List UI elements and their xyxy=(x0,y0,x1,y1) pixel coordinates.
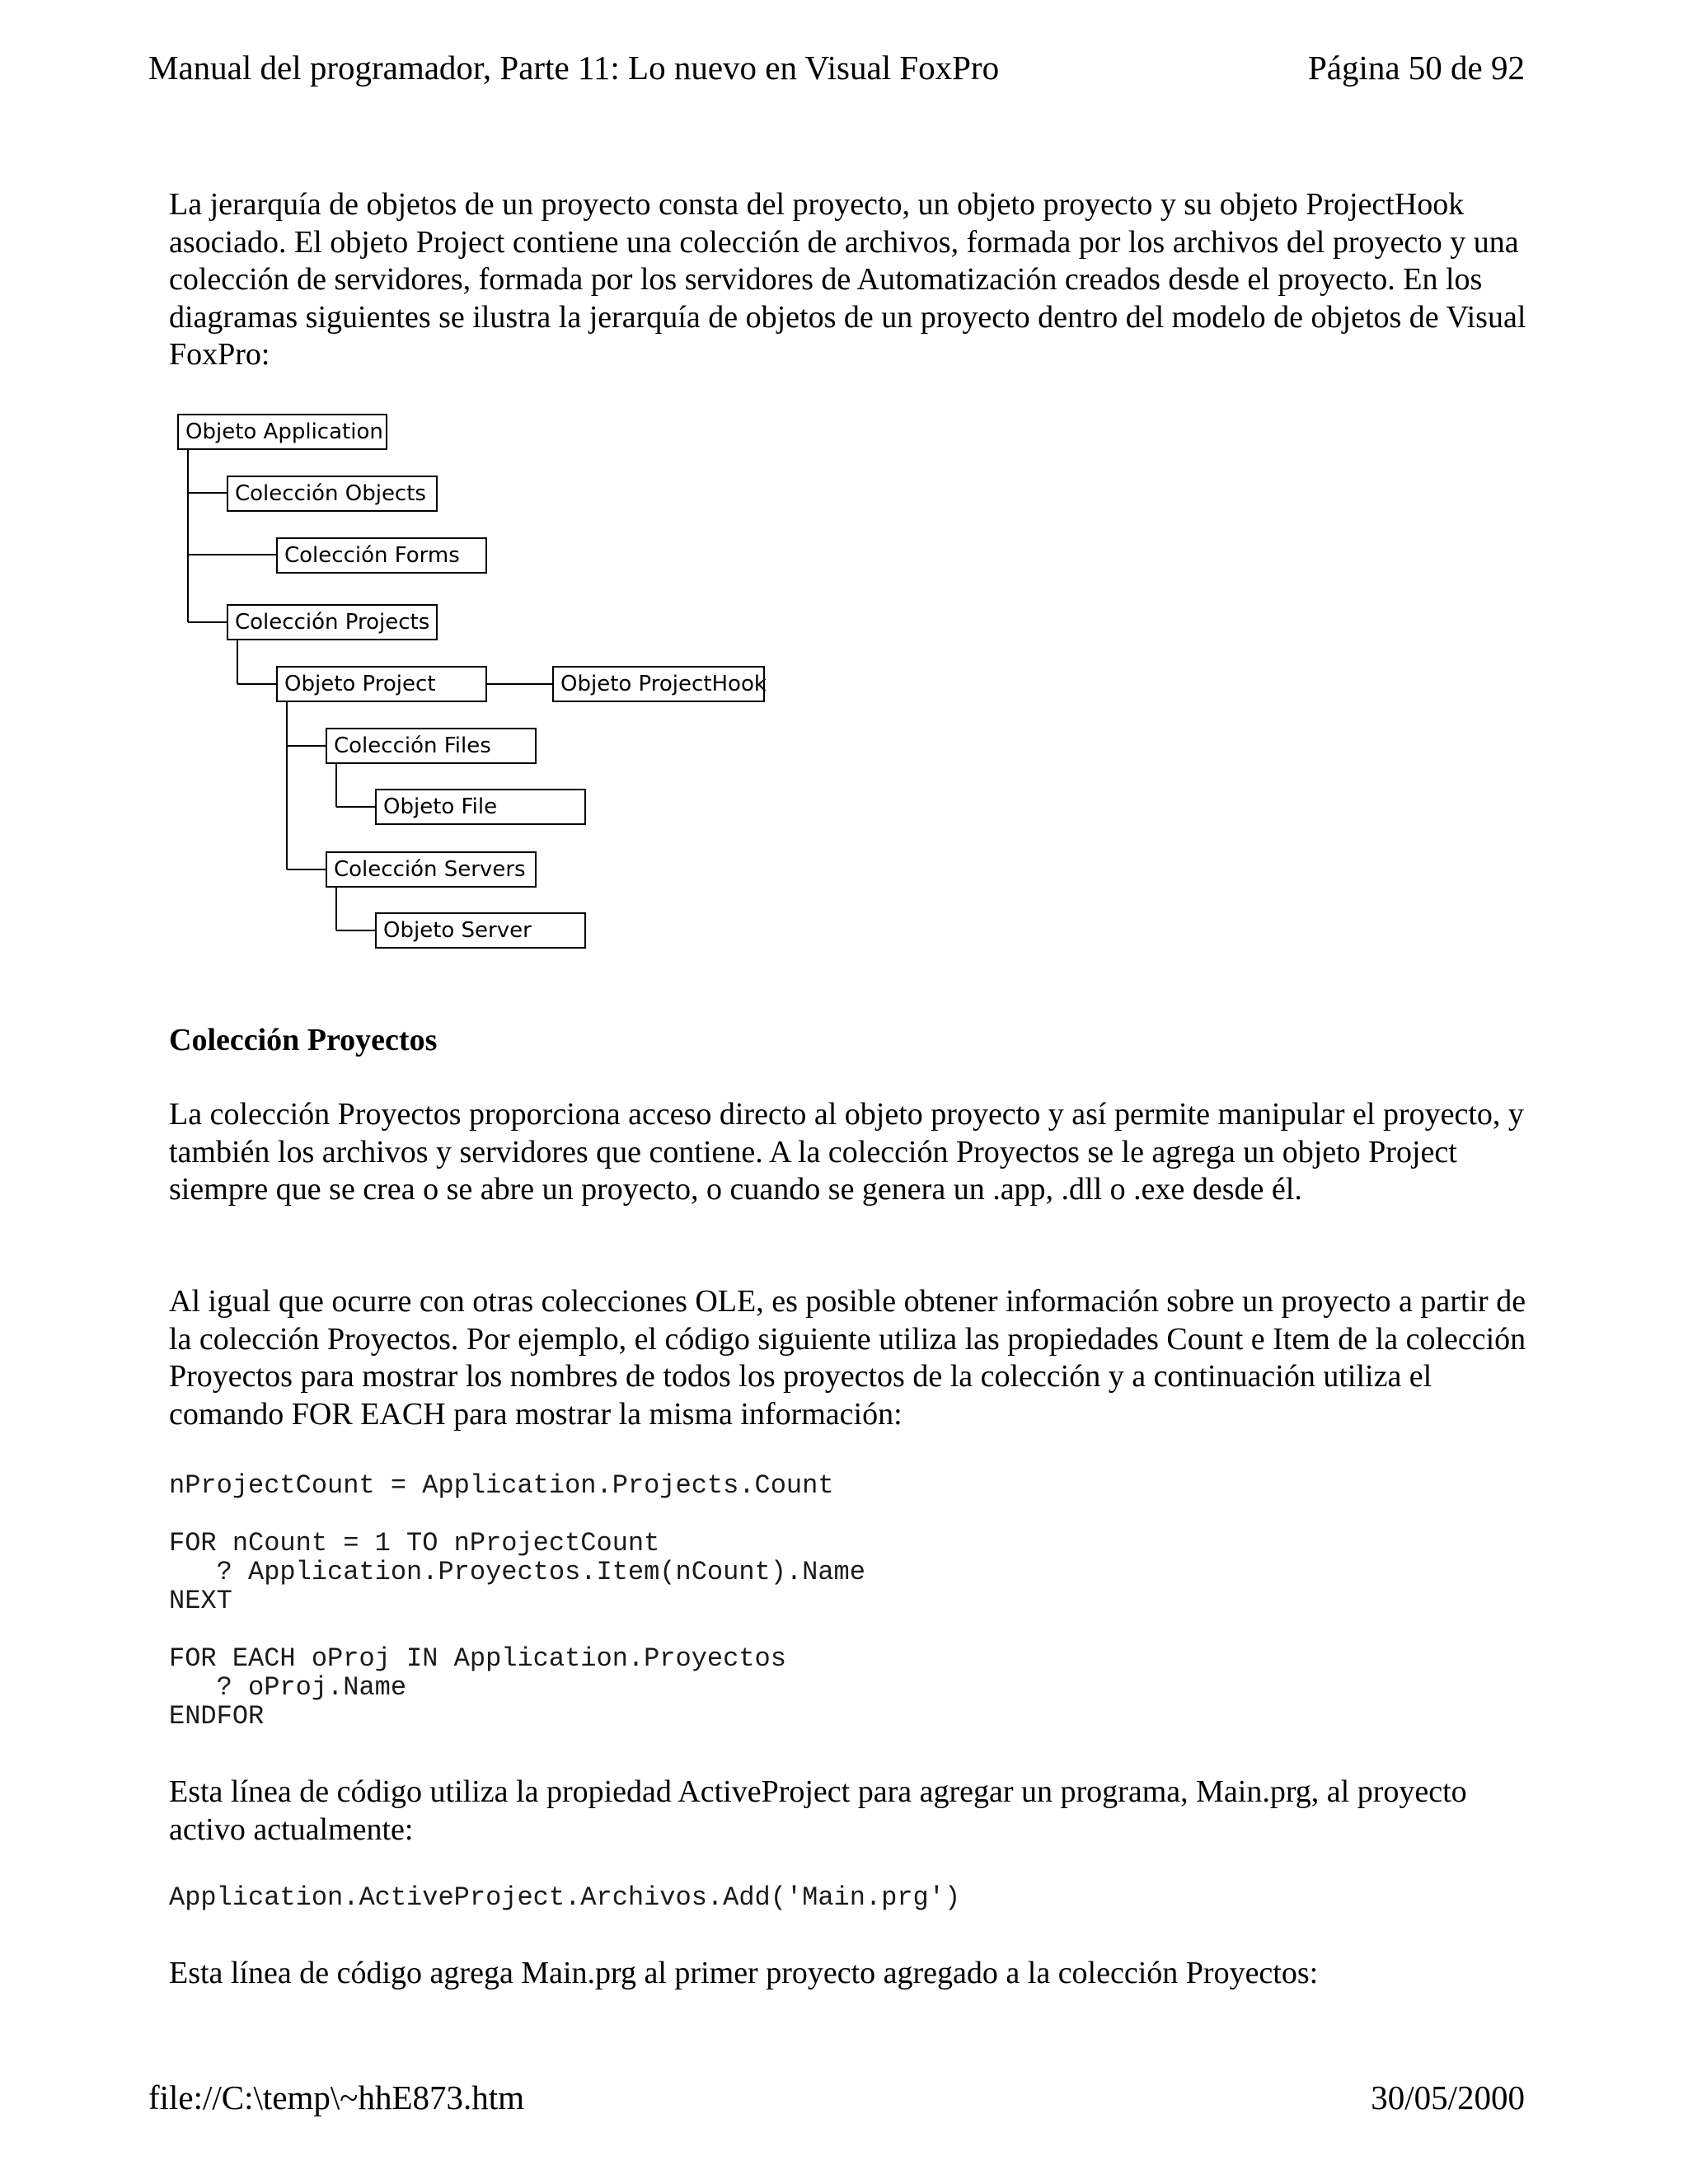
page-number: Página 50 de 92 xyxy=(1307,49,1525,87)
section-heading: Colección Proyectos xyxy=(169,1023,438,1057)
object-hierarchy-diagram xyxy=(169,412,795,956)
footer-date: 30/05/2000 xyxy=(1371,2079,1525,2116)
section-paragraph-3: Esta línea de código utiliza la propiedad ActiveProject para agregar un programa, Main.prg, al proyecto activo actualmente: xyxy=(169,1774,1467,1847)
footer-url: file://C:\temp\~hhE873.htm xyxy=(148,2079,525,2116)
section-paragraph-4: Esta línea de código agrega Main.prg al primer proyecto agregado a la colección Proyectos: xyxy=(169,1956,1319,1990)
node-objects: Colección Objects xyxy=(227,476,438,512)
node-project: Objeto Project xyxy=(276,666,487,702)
page-header-title: Manual del programador, Parte 11: Lo nuevo en Visual FoxPro xyxy=(148,49,1000,87)
node-file: Objeto File xyxy=(375,789,586,825)
node-application: Objeto Application xyxy=(177,414,387,450)
node-projects: Colección Projects xyxy=(227,604,438,640)
node-projecthook: Objeto ProjectHook xyxy=(552,666,765,702)
node-servers: Colección Servers xyxy=(326,851,537,888)
node-files: Colección Files xyxy=(326,728,537,764)
intro-paragraph: La jerarquía de objetos de un proyecto consta del proyecto, un objeto proyecto y su objeto ProjectHook asociado. El objeto Project contiene una colección de archivos, formada por los archivos del proyecto y una colección de servidores, formada por los servidores de Automatización creados desde el proyecto. En los diagramas siguientes se ilustra la jerarquía de objetos de un proyecto dentro del modelo de objetos de Visual FoxPro: xyxy=(169,187,1526,372)
node-forms: Colección Forms xyxy=(276,537,487,574)
code-block-2: Application.ActiveProject.Archivos.Add('Main.prg') xyxy=(169,1882,961,1913)
node-server: Objeto Server xyxy=(375,912,586,949)
section-paragraph-1: La colección Proyectos proporciona acceso directo al objeto proyecto y así permite manipular el proyecto, y también los archivos y servidores que contiene. A la colección Proyectos se le agrega un objeto Project siempre que se crea o se abre un proyecto, o cuando se genera un .app, .dll o .exe desde él. xyxy=(169,1097,1524,1207)
section-paragraph-2: Al igual que ocurre con otras colecciones OLE, es posible obtener información sobre un proyecto a partir de la colección Proyectos. Por ejemplo, el código siguiente utiliza las propiedades Count e Item de la colección Proyectos para mostrar los nombres de todos los proyectos de la colección y a continuación utiliza el comando FOR EACH para mostrar la misma información: xyxy=(169,1284,1526,1432)
code-block-1: nProjectCount = Application.Projects.Count FOR nCount = 1 TO nProjectCount ? Application.Proyectos.Item(nCount).Name NEXT FOR EACH oProj IN Application.Proyectos ? oProj.Name ENDFOR xyxy=(169,1470,865,1732)
